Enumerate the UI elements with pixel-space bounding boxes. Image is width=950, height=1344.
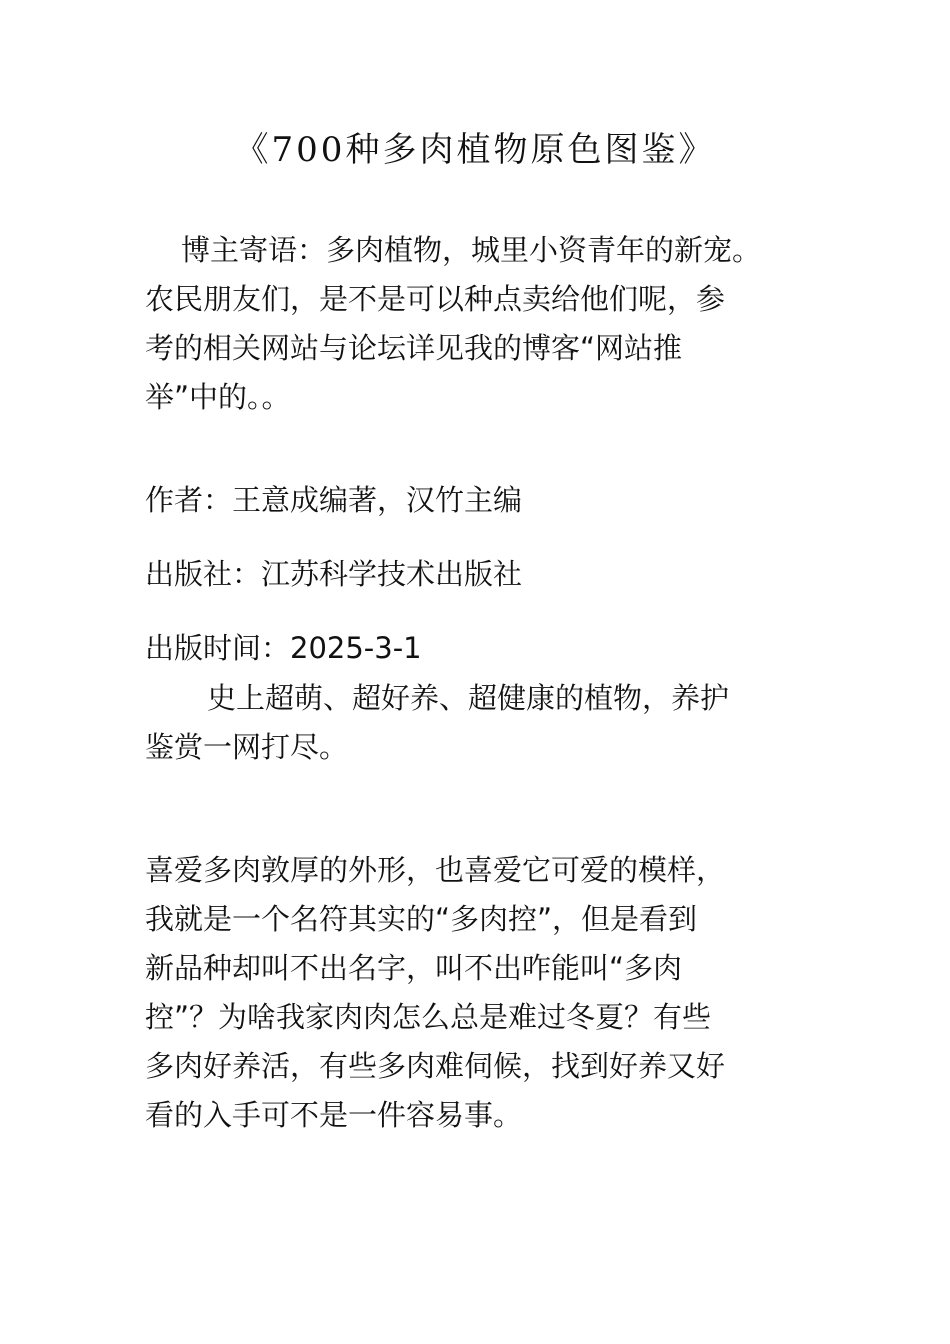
book-summary	[145, 674, 805, 772]
description-line: 新品种却叫不出名字，叫不出咋能叫“多肉	[145, 951, 683, 985]
blogger-note	[145, 226, 805, 422]
author-line	[145, 476, 805, 525]
publisher-text: 出版社：江苏科学技术出版社	[145, 557, 523, 591]
description-line: 我就是一个名符其实的“多肉控”，但是看到	[145, 902, 698, 936]
summary-line: 史上超萌、超好养、超健康的植物，养护	[207, 681, 730, 715]
publish-date-text: 出版时间：2025-3-1	[145, 631, 422, 665]
description-line: 看的入手可不是一件容易事。	[145, 1098, 523, 1132]
description-line: 喜爱多肉敦厚的外形，也喜爱它可爱的模样，	[145, 853, 726, 887]
publisher-line	[145, 550, 805, 599]
blogger-note-line: 博主寄语：多肉植物，城里小资青年的新宠。	[181, 233, 762, 267]
book-title: 《700种多肉植物原色图鉴》	[234, 130, 716, 170]
summary-line: 鉴赏一网打尽。	[145, 730, 349, 764]
blogger-note-line: 农民朋友们，是不是可以种点卖给他们呢，参	[145, 282, 726, 316]
publish-date-line	[145, 624, 805, 673]
author-text: 作者：王意成编著，汉竹主编	[145, 483, 523, 517]
blogger-note-line: 举”中的。。	[145, 380, 291, 414]
blogger-note-line: 考的相关网站与论坛详见我的博客“网站推	[145, 331, 683, 365]
description-line: 多肉好养活，有些多肉难伺候，找到好养又好	[145, 1049, 726, 1083]
description-line: 控”？为啥我家肉肉怎么总是难过冬夏？有些	[145, 1000, 712, 1034]
book-description	[145, 846, 805, 1140]
